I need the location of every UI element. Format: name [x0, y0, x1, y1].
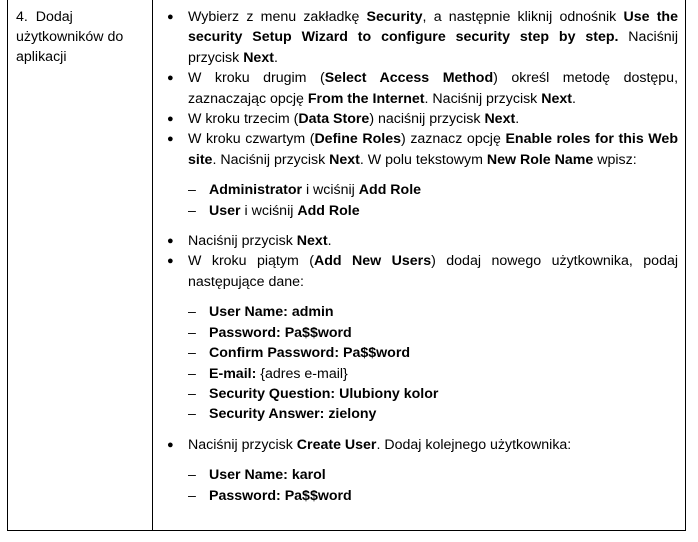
list-item: – Password: Pa$$word: [163, 323, 678, 343]
list-item: – Security Question: Ulubiony kolor: [163, 384, 678, 404]
step-title-line2: użytkowników do: [16, 29, 124, 45]
bullet-icon: ●: [167, 235, 174, 248]
bullet-icon: ●: [167, 113, 174, 126]
list-item: – Password: Pa$$word: [163, 486, 678, 506]
dash-icon: –: [188, 365, 196, 382]
list-item: ● W kroku drugim (Select Access Method) określ metodę dostępu, zaznaczając opcję From the Internet. Naciśnij przycisk Next.: [167, 70, 679, 107]
roles-list: [163, 180, 678, 221]
dash-icon: –: [188, 304, 196, 321]
list-item: ● Wybierz z menu zakładkę Security, a następnie kliknij odnośnik Use the security Setup Wizard to configure security step by step. Naciśnij przycisk Next.: [167, 9, 678, 66]
bullet-icon: ●: [167, 72, 174, 85]
bullet-icon: ●: [167, 255, 174, 268]
dash-icon: –: [188, 467, 196, 484]
user2-fields: [163, 465, 678, 506]
bullet-icon: ●: [167, 438, 174, 451]
list-item: ● W kroku czwartym (Define Roles) zaznacz opcję Enable roles for this Web site. Naciśnij przycisk Next. W polu tekstowym New Role Name wpisz:: [167, 131, 678, 168]
dash-icon: –: [188, 385, 196, 402]
bullet-icon: ●: [167, 11, 174, 23]
dash-icon: –: [188, 324, 196, 341]
dash-icon: –: [188, 345, 196, 362]
dash-icon: –: [188, 202, 196, 219]
list-item: – Administrator i wciśnij Add Role: [163, 180, 678, 200]
list-item: – User i wciśnij Add Role: [163, 201, 678, 221]
list-item: – Security Answer: zielony: [163, 404, 678, 424]
step-cell: [8, 0, 152, 67]
list-item: – E-mail: {adres e-mail}: [163, 364, 678, 384]
list-item: – User Name: karol: [163, 465, 678, 485]
dash-icon: –: [188, 182, 196, 199]
step-title-line1: 4. Dodaj: [16, 9, 73, 25]
list-item: – Confirm Password: Pa$$word: [163, 343, 678, 363]
step-title-line3: aplikacji: [16, 49, 67, 65]
list-item: – User Name: admin: [163, 302, 678, 322]
list-item: ● W kroku piątym (Add New Users) dodaj nowego użytkownika, podaj następujące dane:: [167, 253, 678, 290]
instruction-table: [7, 0, 686, 531]
dash-icon: –: [188, 487, 196, 504]
instructions-cell: [153, 0, 686, 516]
list-item: ● Naciśnij przycisk Next.: [163, 231, 678, 251]
user1-fields: [163, 302, 678, 424]
bullet-icon: ●: [167, 133, 174, 146]
list-item: ● W kroku trzecim (Data Store) naciśnij przycisk Next.: [163, 109, 678, 129]
dash-icon: –: [188, 406, 196, 423]
list-item: ● Naciśnij przycisk Create User. Dodaj kolejnego użytkownika:: [163, 435, 678, 455]
